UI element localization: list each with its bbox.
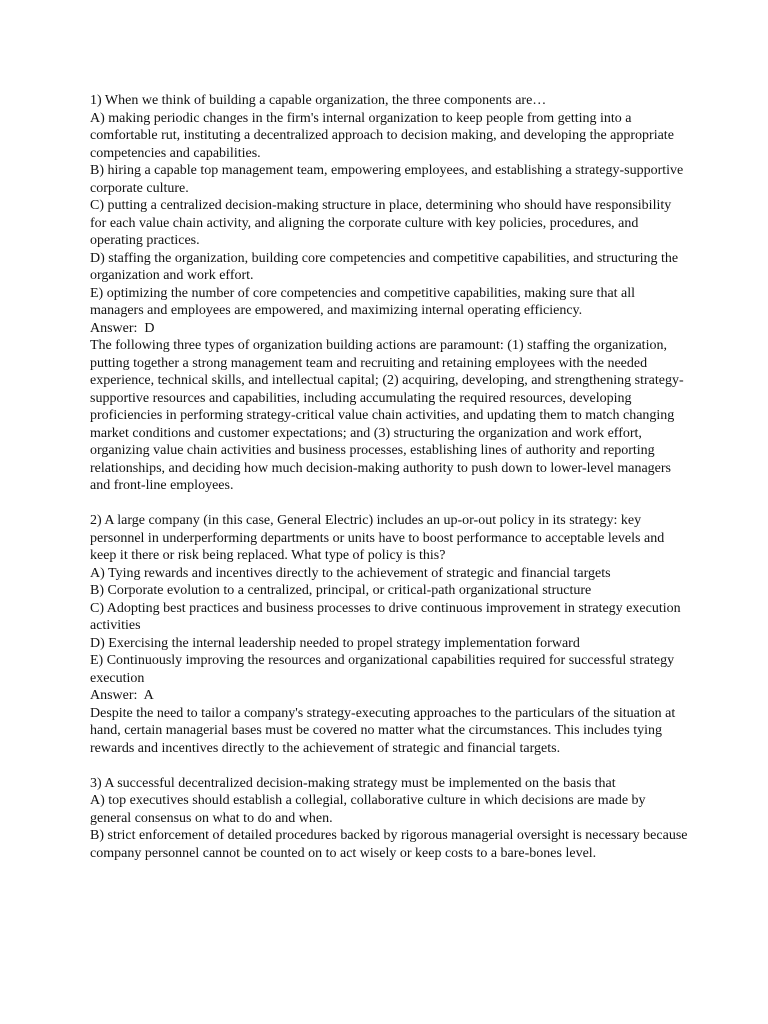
option-d: D) Exercising the internal leadership needed to propel strategy implementation forward (90, 635, 580, 651)
question-2 (90, 512, 690, 757)
answer-text: Answer: D (90, 320, 155, 336)
option-b: B) hiring a capable top management team, empowering employees, and establishing a strategy-supportive corporate culture. (90, 163, 684, 196)
option-a: A) Tying rewards and incentives directly to the achievement of strategic and financial targets (90, 565, 611, 581)
explanation-text: Despite the need to tailor a company's strategy-executing approaches to the particulars of the situation at hand, certain managerial bases must be covered no matter what the circumstances. This includes tying rewards and incentives directly to the achievement of strategic and financial targets. (90, 705, 676, 756)
answer-text: Answer: A (90, 688, 154, 703)
option-b: B) Corporate evolution to a centralized, principal, or critical-path organizational structure (90, 583, 592, 598)
option-e: E) optimizing the number of core competencies and competitive capabilities, making sure that all managers and employees are empowered, and maximizing internal operating efficiency. (90, 285, 636, 318)
option-a: A) top executives should establish a collegial, collaborative culture in which decisions are made by general consensus on what to do and when. (90, 793, 646, 826)
question-1 (90, 92, 690, 495)
option-c: C) Adopting best practices and business processes to drive continuous improvement in strategy execution activities (90, 600, 681, 633)
question-stem: 1) When we think of building a capable organization, the three components are… (90, 93, 547, 108)
question-3 (90, 775, 690, 863)
explanation-text: The following three types of organization building actions are paramount: (1) staffing the organization, putting together a strong management team and recruiting and retaining employees with the needed experience, technical skills, and intellectual capital; (2) acquiring, developing, and strengthening strategy-supportive resources and capabilities, including accumulating the required resources, developing proficiencies in performing strategy-critical value chain activities, and updating them to match changing market conditions and customer expectations; and (3) structuring the organization and work effort, organizing value chain activities and business processes, establishing lines of authority and reporting relationships, and deciding how much decision-making authority to push down to lower-level managers and front-line employees. (90, 338, 684, 493)
option-c: C) putting a centralized decision-making structure in place, determining who should have responsibility for each value chain activity, and aligning the corporate culture with key policies, procedures, and operating practices. (90, 198, 672, 248)
option-a: A) making periodic changes in the firm's internal organization to keep people from getting into a comfortable rut, instituting a decentralized approach to decision making, and developing the appropriate competencies and capabilities. (90, 110, 674, 161)
document-page (90, 92, 690, 880)
question-stem: 3) A successful decentralized decision-making strategy must be implemented on the basis that (90, 775, 616, 791)
question-stem: 2) A large company (in this case, General Electric) includes an up-or-out policy in its strategy: key personnel in underperforming departments or units have to boost performance to acceptable levels and keep it there or risk being replaced. What type of policy is this? (90, 513, 665, 563)
option-b: B) strict enforcement of detailed procedures backed by rigorous managerial oversight is necessary because company personnel cannot be counted on to act wisely or keep costs to a bare-bones level. (90, 828, 688, 861)
option-d: D) staffing the organization, building core competencies and competitive capabilities, and structuring the organization and work effort. (90, 250, 679, 283)
option-e: E) Continuously improving the resources and organizational capabilities required for successful strategy execution (90, 653, 675, 686)
